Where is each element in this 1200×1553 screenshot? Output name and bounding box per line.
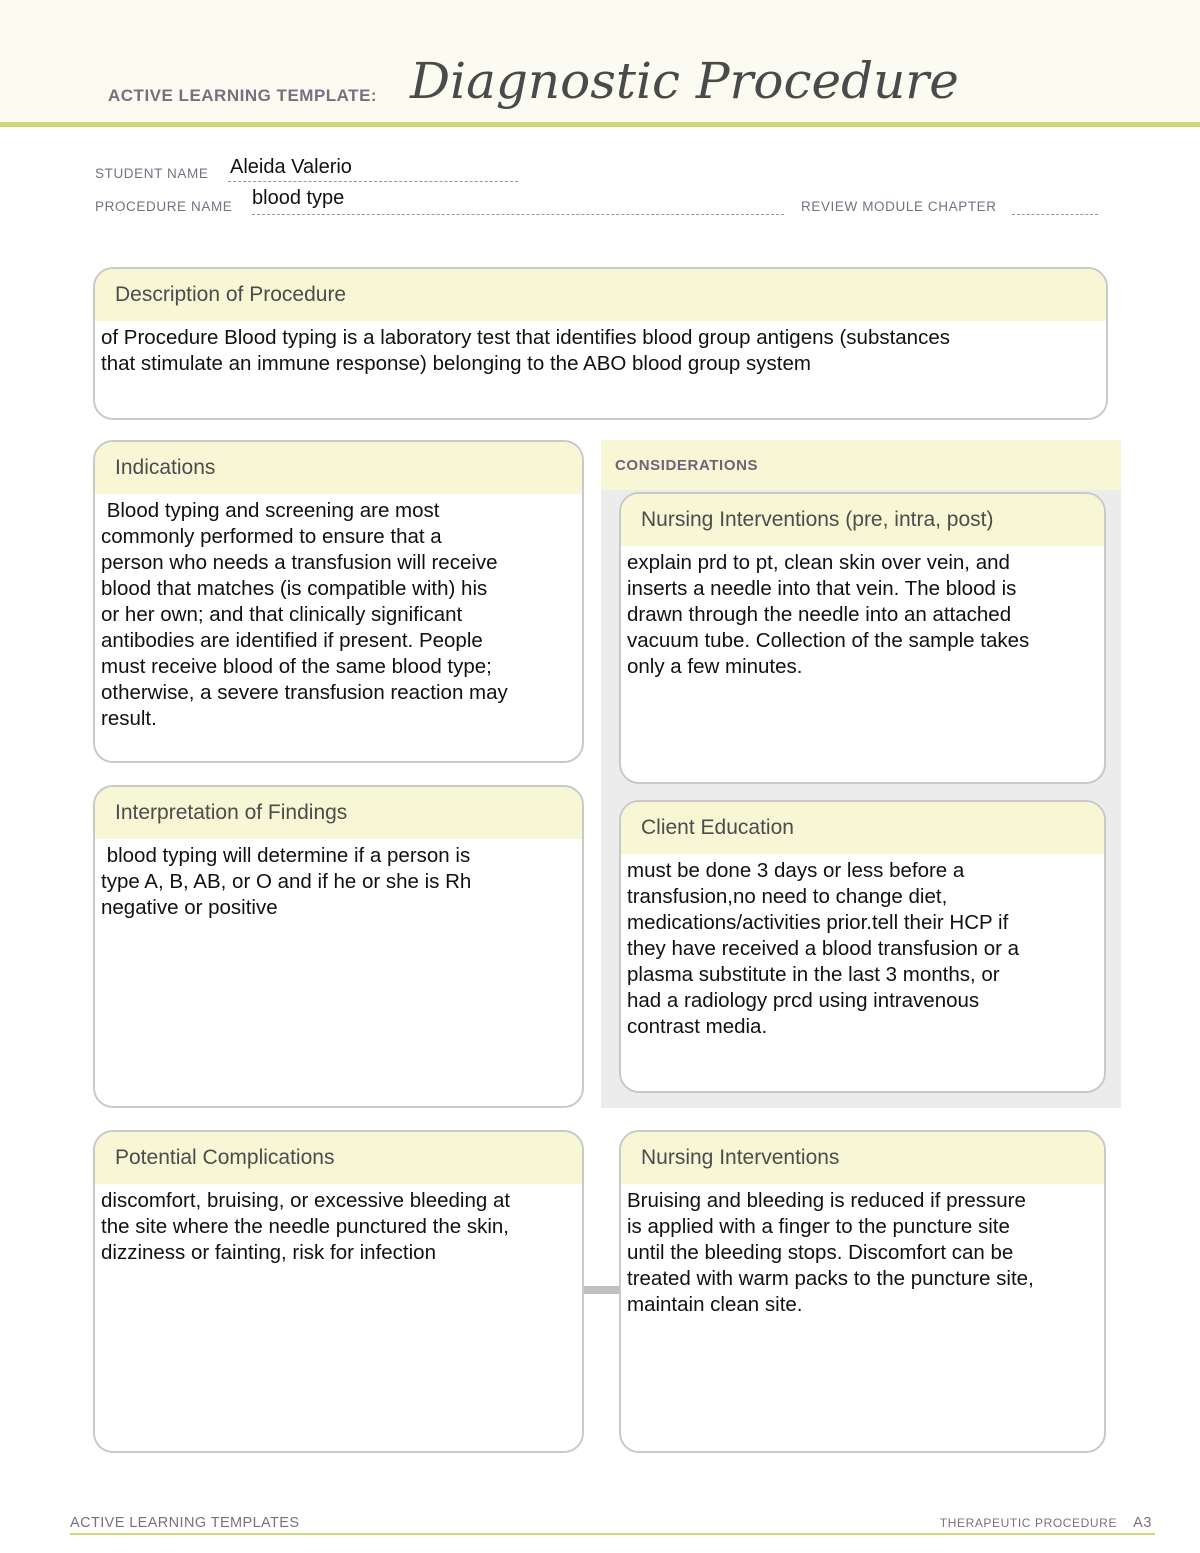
template-label: ACTIVE LEARNING TEMPLATE: — [108, 86, 378, 105]
footer-right-label: THERAPEUTIC PROCEDURE — [939, 1516, 1118, 1530]
footer-right — [940, 1515, 1152, 1531]
nursing-interventions-bottom-text[interactable]: Bruising and bleeding is reduced if pressure is applied with a finger to the puncture site until the bleeding stops. Discomfort can be treated with warm packs to the puncture site, maintain clean site. — [627, 1189, 1034, 1316]
indications-text[interactable]: Blood typing and screening are most commonly performed to ensure that a person who needs a transfusion will receive blood that matches (is compatible with) his or her own; and that clinically significant antibodies are identified if present. People must receive blood of the same blood type; otherwise, a severe transfusion reaction may result. — [101, 499, 508, 730]
nursing-interventions-bottom-box — [619, 1130, 1106, 1453]
footer-divider — [70, 1533, 1155, 1535]
indications-heading: Indications — [95, 442, 582, 494]
student-name-field[interactable]: Aleida Valerio — [230, 156, 352, 178]
client-education-box — [619, 800, 1106, 1093]
nursing-interventions-text[interactable]: explain prd to pt, clean skin over vein, and inserts a needle into that vein. The blood is drawn through the needle into an attached vacuum tube. Collection of the sample takes only a few minutes. — [627, 551, 1030, 678]
nursing-interventions-heading: Nursing Interventions (pre, intra, post) — [621, 494, 1104, 546]
description-text[interactable]: of Procedure Blood typing is a laboratory test that identifies blood group antigens (substances that stimulate an immune response) belonging to the ABO blood group system — [101, 326, 950, 375]
interpretation-heading: Interpretation of Findings — [95, 787, 582, 839]
considerations-title: CONSIDERATIONS — [601, 440, 1121, 490]
nursing-interventions-box — [619, 492, 1106, 784]
procedure-name-line — [252, 214, 784, 215]
page-number: A3 — [1133, 1515, 1152, 1531]
procedure-name-label: PROCEDURE NAME — [95, 199, 233, 214]
procedure-name-field[interactable]: blood type — [252, 187, 345, 209]
header-divider — [0, 122, 1200, 127]
indications-box — [93, 440, 584, 763]
client-education-text[interactable]: must be done 3 days or less before a transfusion,no need to change diet, medications/activities prior.tell their HCP if they have received a blood transfusion or a plasma substitute in the last 3 months, or had a radiology prcd using intravenous contrast media. — [627, 859, 1020, 1038]
interpretation-text[interactable]: blood typing will determine if a person is type A, B, AB, or O and if he or she is Rh negative or positive — [101, 844, 472, 919]
client-education-heading: Client Education — [621, 802, 1104, 854]
description-box — [93, 267, 1108, 420]
review-module-field[interactable] — [1012, 214, 1098, 215]
review-module-label: REVIEW MODULE CHAPTER — [801, 199, 997, 214]
complications-heading: Potential Complications — [95, 1132, 582, 1184]
student-name-label: STUDENT NAME — [95, 166, 209, 181]
footer-left-label: ACTIVE LEARNING TEMPLATES — [70, 1515, 300, 1531]
nursing-interventions-bottom-heading: Nursing Interventions — [621, 1132, 1104, 1184]
interpretation-box — [93, 785, 584, 1108]
complications-box — [93, 1130, 584, 1453]
student-name-line — [228, 181, 518, 182]
connector-bar — [584, 1286, 620, 1294]
complications-text[interactable]: discomfort, bruising, or excessive bleeding at the site where the needle punctured the skin, dizziness or fainting, risk for infection — [101, 1189, 511, 1264]
page-title: Diagnostic Procedure — [410, 52, 959, 110]
description-heading: Description of Procedure — [95, 269, 1106, 321]
